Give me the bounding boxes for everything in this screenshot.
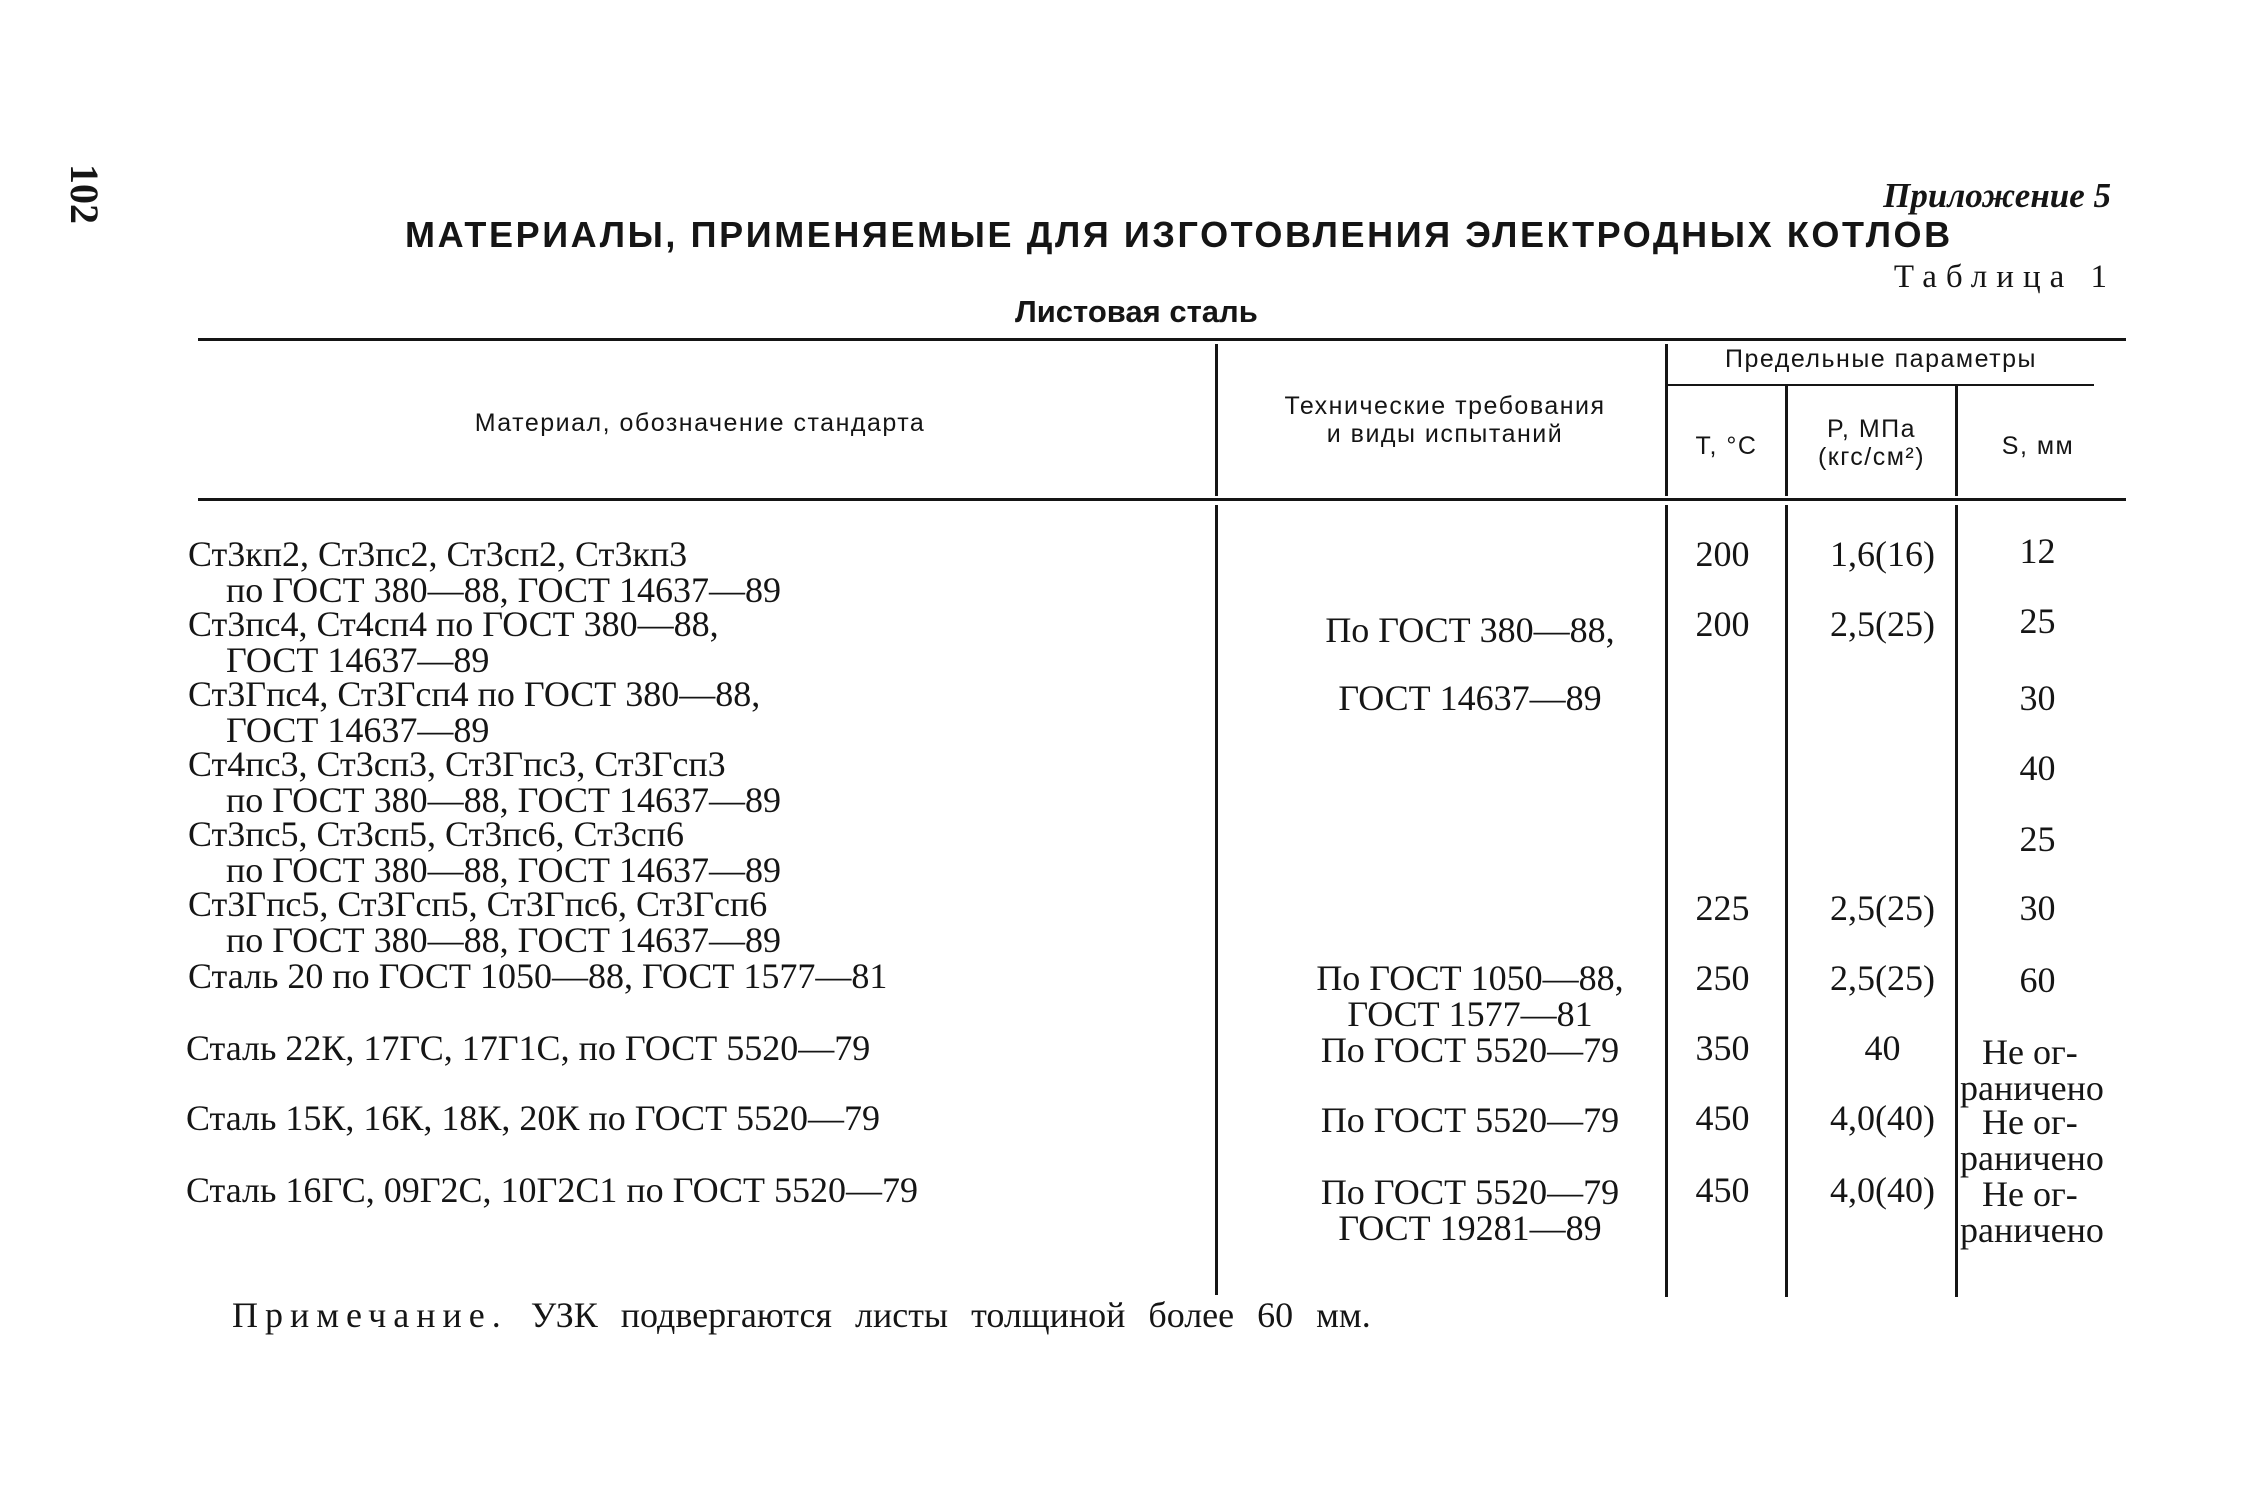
row-9-requirements: По ГОСТ 5520—79 [1320,1100,1620,1140]
row-6-thickness: 30 [2019,888,2056,928]
row-7-requirements: По ГОСТ 1050—88, ГОСТ 1577—81 [1316,958,1624,1034]
row-10-temperature: 450 [1695,1170,1750,1210]
row-2-thickness: 25 [2019,601,2056,641]
row-10-material: Сталь 16ГС, 09Г2С, 10Г2С1 по ГОСТ 5520—79 [186,1170,919,1210]
row-4-thickness: 40 [2019,748,2056,788]
table-top-rule [198,338,2126,341]
row-7-temperature: 250 [1695,958,1750,998]
row-8-thickness: Не ог- раничено [1960,1032,2104,1108]
row-4-material: Ст4пс3, Ст3сп3, Ст3Гпс3, Ст3Гсп3 по ГОСТ 380—88, ГОСТ 14637—89 [188,744,781,820]
row-2-pressure: 2,5(25) [1830,604,1935,644]
header-material: Материал, обозначение стандарта [474,409,926,437]
header-requirements [1225,392,1665,448]
document-title: МАТЕРИАЛЫ, ПРИМЕНЯЕМЫЕ ДЛЯ ИЗГОТОВЛЕНИЯ ЭЛЕКТРОДНЫХ КОТЛОВ [405,214,1953,255]
page-number: 102 [62,164,107,224]
header-temperature: T, °C [1695,432,1758,460]
header-bottom-rule [198,498,2126,501]
row-8-material: Сталь 22К, 17ГС, 17Г1С, по ГОСТ 5520—79 [186,1028,871,1068]
row-5-material: Ст3пс5, Ст3сп5, Ст3пс6, Ст3сп6 по ГОСТ 380—88, ГОСТ 14637—89 [188,814,781,890]
row-9-temperature: 450 [1695,1098,1750,1138]
row-2-temperature: 200 [1695,604,1750,644]
row-1-pressure: 1,6(16) [1830,534,1935,574]
row-6-material: Ст3Гпс5, Ст3Гсп5, Ст3Гпс6, Ст3Гсп6 по ГОСТ 380—88, ГОСТ 14637—89 [188,884,781,960]
note-label: Примечание. [232,1295,508,1335]
row-3-material: Ст3Гпс4, Ст3Гсп4 по ГОСТ 380—88, ГОСТ 14637—89 [188,674,761,750]
column-divider-1 [1215,344,1218,496]
row-10-requirements: По ГОСТ 5520—79 ГОСТ 19281—89 [1320,1172,1620,1248]
header-limits: Предельные параметры [1725,345,2037,373]
row-8-pressure: 40 [1864,1028,1901,1068]
row-9-pressure: 4,0(40) [1830,1098,1935,1138]
row-3-requirements: ГОСТ 14637—89 [1338,678,1602,718]
row-10-thickness: Не ог- раничено [1960,1174,2104,1250]
row-8-temperature: 350 [1695,1028,1750,1068]
body-divider-1 [1215,505,1218,1295]
row-8-requirements: По ГОСТ 5520—79 [1320,1030,1620,1070]
row-10-pressure: 4,0(40) [1830,1170,1935,1210]
row-6-temperature: 225 [1695,888,1750,928]
header-requirements-line1: Технические требования [1284,392,1606,420]
header-requirements-line2: и виды испытаний [1326,420,1564,448]
header-thickness: S, мм [2001,432,2075,460]
header-pressure-line1: P, МПа [1826,415,1917,443]
row-1-thickness: 12 [2019,531,2056,571]
row-7-pressure: 2,5(25) [1830,958,1935,998]
header-pressure [1788,415,1955,471]
body-divider-3 [1785,505,1788,1297]
table-caption: Листовая сталь [1015,294,1258,329]
row-2-material: Ст3пс4, Ст4сп4 по ГОСТ 380—88, ГОСТ 14637—89 [188,604,719,680]
header-pressure-line2: (кгс/см²) [1817,443,1926,471]
limits-subheader-rule [1668,384,2094,386]
row-9-material: Сталь 15К, 16К, 18К, 20К по ГОСТ 5520—79 [186,1098,881,1138]
row-2-requirements: По ГОСТ 380—88, [1325,610,1615,650]
row-9-thickness: Не ог- раничено [1960,1102,2104,1178]
row-7-material: Сталь 20 по ГОСТ 1050—88, ГОСТ 1577—81 [188,956,888,996]
row-6-pressure: 2,5(25) [1830,888,1935,928]
table-number: Таблица 1 [1893,259,2116,295]
row-1-material: Ст3кп2, Ст3пс2, Ст3сп2, Ст3кп3 по ГОСТ 380—88, ГОСТ 14637—89 [188,534,781,610]
row-1-temperature: 200 [1695,534,1750,574]
row-7-thickness: 60 [2019,960,2056,1000]
row-5-thickness: 25 [2019,819,2056,859]
row-3-thickness: 30 [2019,678,2056,718]
appendix-label: Приложение 5 [1883,176,2111,215]
note-text: УЗК подвергаются листы толщиной более 60 мм. [530,1295,1371,1335]
table-note [232,1294,1371,1336]
